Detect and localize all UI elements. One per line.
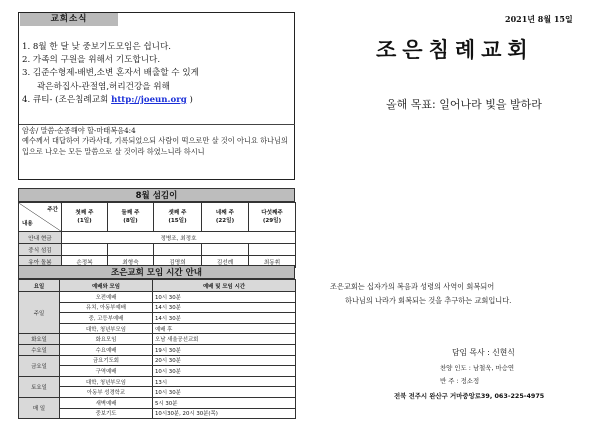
schedule-time: 20시 30분	[153, 355, 296, 366]
church-website-link[interactable]: http://joeun.org	[111, 94, 187, 105]
serve-row-label: 중식 섬김	[19, 244, 62, 256]
serve-title: 8월 섬김이	[18, 188, 295, 202]
news-title: 교회소식	[20, 13, 118, 26]
schedule-time: 오남 새울공선교회	[153, 334, 296, 345]
serve-cell	[249, 244, 296, 256]
news-item: 3. 김준수형제-배변,소변 혼자서 배출할 수 있게	[22, 68, 199, 79]
schedule-day: 수요일	[19, 344, 60, 355]
bulletin-date: 2021년 8월 15일	[505, 14, 573, 24]
schedule-title: 조은교회 모임 시간 안내	[18, 265, 295, 279]
schedule-meeting: 아동부 성경학교	[60, 387, 153, 398]
serve-corner-cell	[19, 203, 62, 232]
schedule-meeting: 대학, 청년부모임	[60, 376, 153, 387]
schedule-time: 10시 30분	[153, 366, 296, 377]
worship-leader: 찬양 인도 : 남철욱, 마승연	[440, 364, 515, 372]
news-item-qt-label: 4. 큐티- (조은침례교회	[22, 94, 112, 105]
schedule-day: 화요일	[19, 334, 60, 345]
schedule-meeting: 중보기도	[60, 408, 153, 419]
serve-week-header: 셋째 주 (15일)	[154, 203, 202, 232]
schedule-meeting: 중, 고등부예배	[60, 313, 153, 324]
schedule-time: 14시 30분	[153, 313, 296, 324]
serve-row-label: 유아 돌봄	[19, 256, 62, 268]
serve-cell: 김선례	[202, 256, 249, 268]
news-divider	[19, 124, 295, 125]
serve-cell: 최동휘	[249, 256, 296, 268]
serve-week-header: 네째 주 (22일)	[202, 203, 249, 232]
memory-verse-body: 예수께서 대답하여 가라사대, 기록되었으되 사람이 떡으로만 살 것이 아니요 하나님의 입으로 나오는 모든 말씀으로 살 것이라 하였느니라 하시니	[22, 136, 288, 156]
schedule-meeting: 금요기도회	[60, 355, 153, 366]
schedule-meeting: 수요예배	[60, 344, 153, 355]
serve-row-label: 안내 현금	[19, 232, 62, 244]
schedule-day: 매 일	[19, 397, 60, 418]
schedule-day: 토요일	[19, 376, 60, 397]
schedule-table	[18, 279, 296, 419]
church-name: 조은침례교회	[376, 38, 534, 62]
schedule-time: 10시 30분	[153, 387, 296, 398]
news-list	[22, 41, 290, 107]
schedule-meeting: 구역예배	[60, 366, 153, 377]
schedule-time: 14시 30분	[153, 302, 296, 313]
serve-week-header: 둘째 주 (8일)	[108, 203, 154, 232]
schedule-meeting: 유치, 아동부예배	[60, 302, 153, 313]
schedule-time: 10시30분, 20시 30분(목)	[153, 408, 296, 419]
schedule-time: 19시 30분	[153, 344, 296, 355]
schedule-time: 5시 30분	[153, 397, 296, 408]
news-item: 2. 가족의 구원을 위해서 기도합니다.	[22, 55, 161, 66]
schedule-meeting: 대학, 청년부모임	[60, 323, 153, 334]
serve-cell	[108, 244, 154, 256]
mission-line-1: 조은교회는 십자가의 복음과 성령의 사역이 회복되어	[330, 282, 495, 291]
accompanist: 반 주 : 정소정	[440, 377, 480, 385]
news-item-qt	[22, 94, 290, 107]
schedule-header-meeting: 예배와 모임	[60, 280, 153, 292]
memory-verse-title: 암송/ 말씀-순종해야 할-마태복음4:4	[22, 126, 136, 135]
church-address: 전북 전주시 완산구 거마중앙로39, 063-225-4975	[394, 392, 545, 400]
schedule-meeting: 화요모임	[60, 334, 153, 345]
serve-week-header: 첫째 주 (1일)	[62, 203, 108, 232]
schedule-meeting: 오전예배	[60, 292, 153, 303]
serve-cell	[62, 244, 108, 256]
schedule-time: 예배 후	[153, 323, 296, 334]
news-item: 곽은하집사-관절염,허리건강을 위해	[37, 81, 170, 92]
year-motto: 올해 목표: 일어나라 빛을 발하라	[386, 98, 542, 111]
schedule-day: 금요일	[19, 355, 60, 376]
serve-corner-week: 주간	[47, 207, 58, 213]
serve-table	[18, 202, 296, 268]
serve-cell-merged: 정병조, 최정호	[62, 232, 296, 244]
schedule-meeting: 새벽예배	[60, 397, 153, 408]
serve-cell: 최형숙	[108, 256, 154, 268]
serve-cell: 김명희	[154, 256, 202, 268]
serve-week-header: 다섯째주 (29일)	[249, 203, 296, 232]
schedule-day: 주일	[19, 292, 60, 334]
schedule-header-day: 요일	[19, 280, 60, 292]
schedule-time: 13시	[153, 376, 296, 387]
senior-pastor: 담임 목사 : 신현식	[452, 348, 515, 357]
serve-cell	[202, 244, 249, 256]
news-item-qt-suffix: )	[186, 94, 193, 105]
schedule-time: 10시 30분	[153, 292, 296, 303]
schedule-header-time: 예배 및 모임 시간	[153, 280, 296, 292]
serve-corner-content: 내용	[22, 221, 33, 227]
news-item: 1. 8월 한 달 낮 중보기도모임은 쉽니다.	[22, 42, 172, 52]
mission-line-2: 하나님의 나라가 회복되는 것을 추구하는 교회입니다.	[345, 296, 512, 305]
serve-cell: 손정복	[62, 256, 108, 268]
serve-cell	[154, 244, 202, 256]
